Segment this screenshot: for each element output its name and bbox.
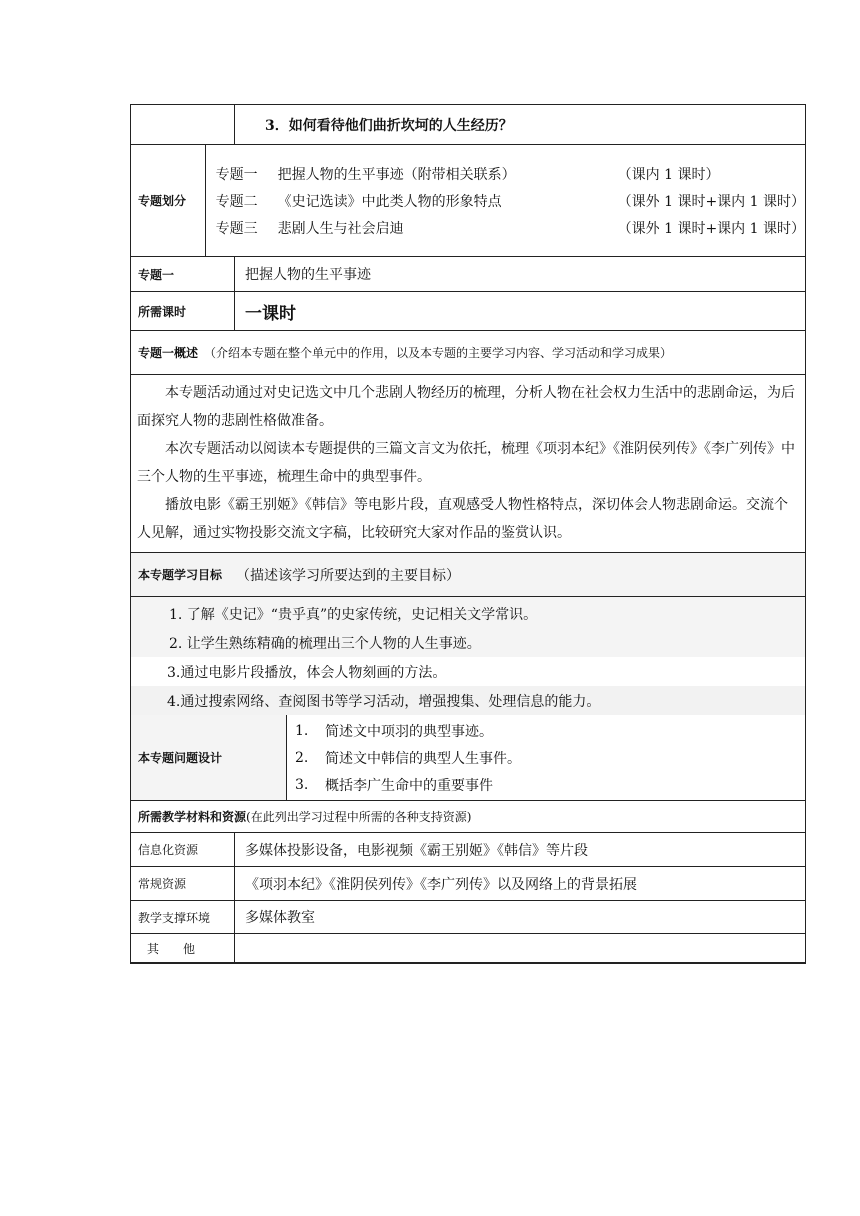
questions-list: [287, 715, 806, 800]
question-row-value: [235, 105, 805, 144]
questions-row: [130, 715, 806, 801]
topic-title: 把握人物的生平事迹（附带相关联系）: [277, 166, 516, 183]
question-number: 1.: [295, 722, 309, 739]
question-item: [287, 744, 805, 771]
resource-value: 多媒体教室: [245, 910, 315, 926]
overview-body-row: [130, 375, 806, 553]
question-row: [130, 104, 806, 145]
topic-one-value: 把握人物的生平事迹: [245, 267, 371, 283]
objectives-header-row: [130, 553, 806, 597]
resource-label: 其 他: [131, 934, 235, 962]
topic-line: [216, 214, 805, 241]
resource-label: 常规资源: [131, 867, 235, 900]
overview-paragraph: 本次专题活动以阅读本专题提供的三篇文言文为依托，梳理《项羽本纪》《淮阴侯列传》《李广列传》中三个人物的生平事迹，梳理生命中的典型事件。: [137, 441, 795, 485]
topic-hours: （课外 1 课时+课内 1 课时）: [617, 220, 805, 237]
question-text: 简述文中韩信的典型人生事件。: [325, 750, 521, 767]
topic-division-label: 专题划分: [131, 145, 206, 256]
question-row-label: [131, 105, 235, 144]
objective-item: 1. 了解《史记》“贵乎真”的史家传统，史记相关文学常识。: [169, 606, 538, 623]
resource-label: 信息化资源: [131, 833, 235, 866]
overview-paragraph: 本专题活动通过对史记选文中几个悲剧人物经历的梳理，分析人物在社会权力生活中的悲剧命运，为后面探究人物的悲剧性格做准备。: [137, 385, 795, 429]
resource-value: [235, 934, 805, 962]
objectives-label: 本专题学习目标: [138, 568, 223, 582]
topic-hours: （课内 1 课时）: [617, 166, 720, 183]
header-question: 3．如何看待他们曲折坎坷的人生经历？: [265, 117, 513, 134]
hours-label: 所需课时: [131, 292, 235, 330]
overview-header: [131, 331, 805, 374]
question-item: [287, 771, 805, 798]
objectives-list: [131, 597, 805, 714]
question-number: 3.: [295, 776, 309, 793]
hours-row: [130, 292, 806, 331]
topic-line: [216, 160, 805, 187]
overview-header-row: [130, 331, 806, 375]
resource-value: 多媒体投影设备，电影视频《霸王别姬》《韩信》等片段: [245, 842, 588, 859]
resource-row: [130, 934, 806, 964]
overview-note: （介绍本专题在整个单元中的作用，以及本专题的主要学习内容、学习活动和学习成果）: [204, 346, 673, 360]
objective-item: 4.通过搜索网络、查阅图书等学习活动，增强搜集、处理信息的能力。: [131, 686, 805, 715]
resources-header: [131, 801, 805, 832]
topic-title: 悲剧人生与社会启迪: [277, 220, 404, 237]
question-item: [287, 717, 805, 744]
resources-label: 所需教学材料和资源: [138, 810, 247, 824]
question-text: 概括李广生命中的重要事件: [325, 777, 493, 794]
overview-body: [131, 375, 805, 552]
objectives-header: [131, 553, 805, 596]
objective-item: 2. 让学生熟练精确的梳理出三个人物的人生事迹。: [169, 635, 481, 652]
topic-title: 《史记选读》中此类人物的形象特点: [277, 193, 502, 210]
lesson-plan-table: [130, 104, 806, 964]
resource-label: 教学支撑环境: [131, 901, 235, 933]
resources-header-row: [130, 801, 806, 833]
overview-label: 专题一概述: [138, 346, 199, 360]
hours-value: 一课时: [245, 303, 296, 324]
resources-note: (在此列出学习过程中所需的各种支持资源): [246, 810, 472, 824]
resource-value: 《项羽本纪》《淮阴侯列传》《李广列传》以及网络上的背景拓展: [245, 876, 637, 893]
topic-number: 专题一: [215, 166, 258, 183]
topic-number: 专题三: [215, 220, 258, 237]
objectives-note: （描述该学习所要达到的主要目标）: [236, 567, 461, 584]
topic-one-row: [130, 257, 806, 292]
topic-division-list: [206, 145, 805, 256]
resource-row: [130, 833, 806, 867]
objective-item: 3.通过电影片段播放，体会人物刻画的方法。: [131, 657, 805, 686]
overview-paragraph: 播放电影《霸王别姬》《韩信》等电影片段，直观感受人物性格特点，深切体会人物悲剧命运。交流个人见解，通过实物投影交流文字稿，比较研究大家对作品的鉴赏认识。: [137, 497, 788, 541]
question-number: 2.: [295, 749, 309, 766]
topic-division-row: [130, 145, 806, 257]
question-text: 简述文中项羽的典型事迹。: [325, 723, 493, 740]
resource-row: [130, 867, 806, 901]
topic-number: 专题二: [215, 193, 258, 210]
resource-row: [130, 901, 806, 934]
topic-hours: （课外 1 课时+课内 1 课时）: [617, 193, 805, 210]
topic-one-label: 专题一: [131, 257, 235, 291]
questions-label: 本专题问题设计: [131, 715, 287, 800]
objectives-body-row: [130, 597, 806, 715]
topic-line: [216, 187, 805, 214]
